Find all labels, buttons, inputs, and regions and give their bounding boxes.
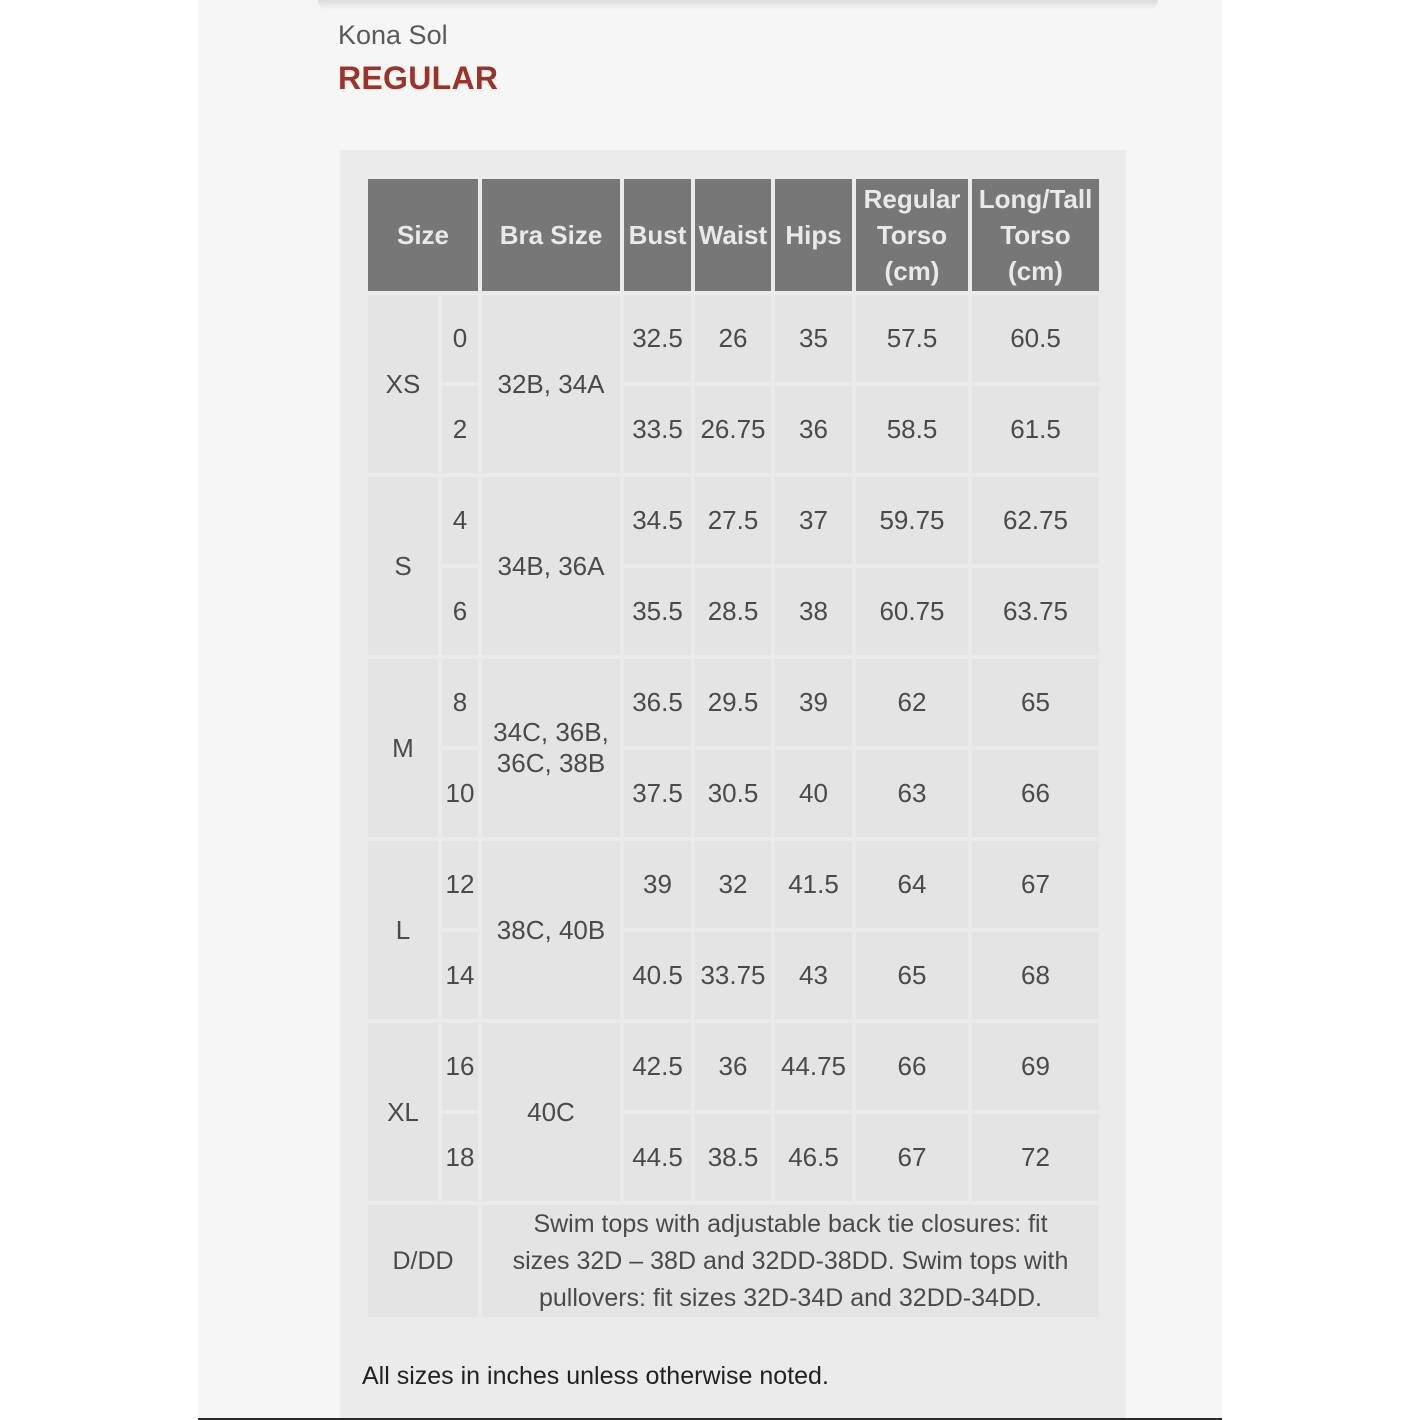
waist-cell: 29.5 [695, 659, 771, 746]
size-header: Size [368, 179, 478, 291]
regular-torso-cell: 59.75 [856, 477, 968, 564]
size-letter: L [368, 841, 438, 1019]
bra-size-line: 32B, 34A [497, 368, 605, 399]
long-torso-cell: 62.75 [972, 477, 1099, 564]
hips-cell: 39 [775, 659, 852, 746]
waist-cell: 26 [695, 295, 771, 382]
regular-torso-cell: 60.75 [856, 568, 968, 655]
long-torso-header-line-2: Torso [1000, 220, 1071, 250]
bust-cell: 33.5 [624, 386, 691, 473]
hips-header: Hips [775, 179, 852, 291]
long-torso-cell: 63.75 [972, 568, 1099, 655]
table-row [368, 1114, 1099, 1201]
regular-torso-cell: 65 [856, 932, 968, 1019]
size-number: 8 [442, 659, 478, 746]
hips-cell: 46.5 [775, 1114, 852, 1201]
size-letter: S [368, 477, 438, 655]
long-torso-cell: 72 [972, 1114, 1099, 1201]
long-torso-cell: 65 [972, 659, 1099, 746]
brand-name: Kona Sol [338, 20, 448, 50]
long-torso-cell: 67 [972, 841, 1099, 928]
dd-description-line: Swim tops with adjustable back tie closures: fit [533, 1209, 1048, 1238]
regular-torso-header-line-2: Torso [876, 220, 948, 250]
hips-cell: 38 [775, 568, 852, 655]
regular-torso-header-line-1: Regular [863, 184, 961, 214]
bust-header: Bust [624, 179, 691, 291]
table-row [368, 659, 1099, 746]
long-torso-cell: 60.5 [972, 295, 1099, 382]
regular-torso-cell: 66 [856, 1023, 968, 1110]
bra-size-cell [482, 477, 620, 655]
long-torso-header-line-1: Long/Tall [978, 184, 1093, 214]
header-row [368, 179, 1099, 291]
size-letter: XS [368, 295, 438, 473]
long-torso-cell: 68 [972, 932, 1099, 1019]
long-torso-header-line-3: (cm) [1008, 256, 1063, 286]
bra-size-line: 34C, 36B, [493, 717, 609, 747]
table-row [368, 477, 1099, 564]
bra-size-line: 40C [527, 1096, 575, 1127]
bra-size-header: Bra Size [482, 179, 620, 291]
table-row [368, 295, 1099, 382]
bust-cell: 34.5 [624, 477, 691, 564]
hips-cell: 41.5 [775, 841, 852, 928]
size-table [364, 175, 1103, 1321]
dd-description [482, 1205, 1099, 1317]
bust-cell: 35.5 [624, 568, 691, 655]
bra-size-line: 38C, 40B [496, 914, 606, 945]
waist-cell: 32 [695, 841, 771, 928]
bra-size-cell [482, 1023, 620, 1201]
hips-cell: 35 [775, 295, 852, 382]
bust-cell: 37.5 [624, 750, 691, 837]
waist-cell: 27.5 [695, 477, 771, 564]
size-number: 0 [442, 295, 478, 382]
hips-cell: 44.75 [775, 1023, 852, 1110]
regular-torso-cell: 63 [856, 750, 968, 837]
bust-cell: 36.5 [624, 659, 691, 746]
size-number: 4 [442, 477, 478, 564]
hips-cell: 36 [775, 386, 852, 473]
size-letter: XL [368, 1023, 438, 1201]
long-torso-cell: 61.5 [972, 386, 1099, 473]
long-torso-cell: 69 [972, 1023, 1099, 1110]
table-row [368, 750, 1099, 837]
regular-torso-cell: 67 [856, 1114, 968, 1201]
size-number: 2 [442, 386, 478, 473]
hips-cell: 43 [775, 932, 852, 1019]
table-row [368, 386, 1099, 473]
table-row [368, 841, 1099, 928]
waist-cell: 28.5 [695, 568, 771, 655]
regular-torso-cell: 58.5 [856, 386, 968, 473]
bust-cell: 40.5 [624, 932, 691, 1019]
bust-cell: 42.5 [624, 1023, 691, 1110]
regular-torso-cell: 64 [856, 841, 968, 928]
size-number: 12 [442, 841, 478, 928]
waist-cell: 30.5 [695, 750, 771, 837]
table-row [368, 1023, 1099, 1110]
regular-torso-cell: 62 [856, 659, 968, 746]
dd-row [368, 1205, 1099, 1317]
top-shadow [318, 0, 1158, 10]
fit-line-title: REGULAR [338, 60, 499, 96]
bra-size-cell [482, 295, 620, 473]
bust-cell: 32.5 [624, 295, 691, 382]
bra-size-cell [482, 659, 620, 837]
size-number: 18 [442, 1114, 478, 1201]
bra-size-line: 36C, 38B [496, 748, 606, 778]
size-number: 10 [442, 750, 478, 837]
dd-description-line: sizes 32D – 38D and 32DD-38DD. Swim tops with [512, 1246, 1069, 1275]
hips-cell: 40 [775, 750, 852, 837]
waist-cell: 38.5 [695, 1114, 771, 1201]
bra-size-line: 34B, 36A [497, 550, 605, 581]
size-chart-page [198, 0, 1222, 1420]
bra-size-cell [482, 841, 620, 1019]
dd-label: D/DD [368, 1205, 478, 1317]
waist-header: Waist [695, 179, 771, 291]
regular-torso-cell: 57.5 [856, 295, 968, 382]
hips-cell: 37 [775, 477, 852, 564]
table-row [368, 932, 1099, 1019]
waist-cell: 33.75 [695, 932, 771, 1019]
waist-cell: 36 [695, 1023, 771, 1110]
regular-torso-header-line-3: (cm) [884, 256, 940, 286]
units-footnote: All sizes in inches unless otherwise noted. [362, 1362, 829, 1390]
size-number: 16 [442, 1023, 478, 1110]
bust-cell: 44.5 [624, 1114, 691, 1201]
bust-cell: 39 [624, 841, 691, 928]
size-number: 14 [442, 932, 478, 1019]
dd-description-line: pullovers: fit sizes 32D-34D and 32DD-34DD. [539, 1283, 1042, 1312]
waist-cell: 26.75 [695, 386, 771, 473]
size-number: 6 [442, 568, 478, 655]
size-letter: M [368, 659, 438, 837]
long-torso-header [972, 179, 1099, 291]
long-torso-cell: 66 [972, 750, 1099, 837]
table-row [368, 568, 1099, 655]
regular-torso-header [856, 179, 968, 291]
